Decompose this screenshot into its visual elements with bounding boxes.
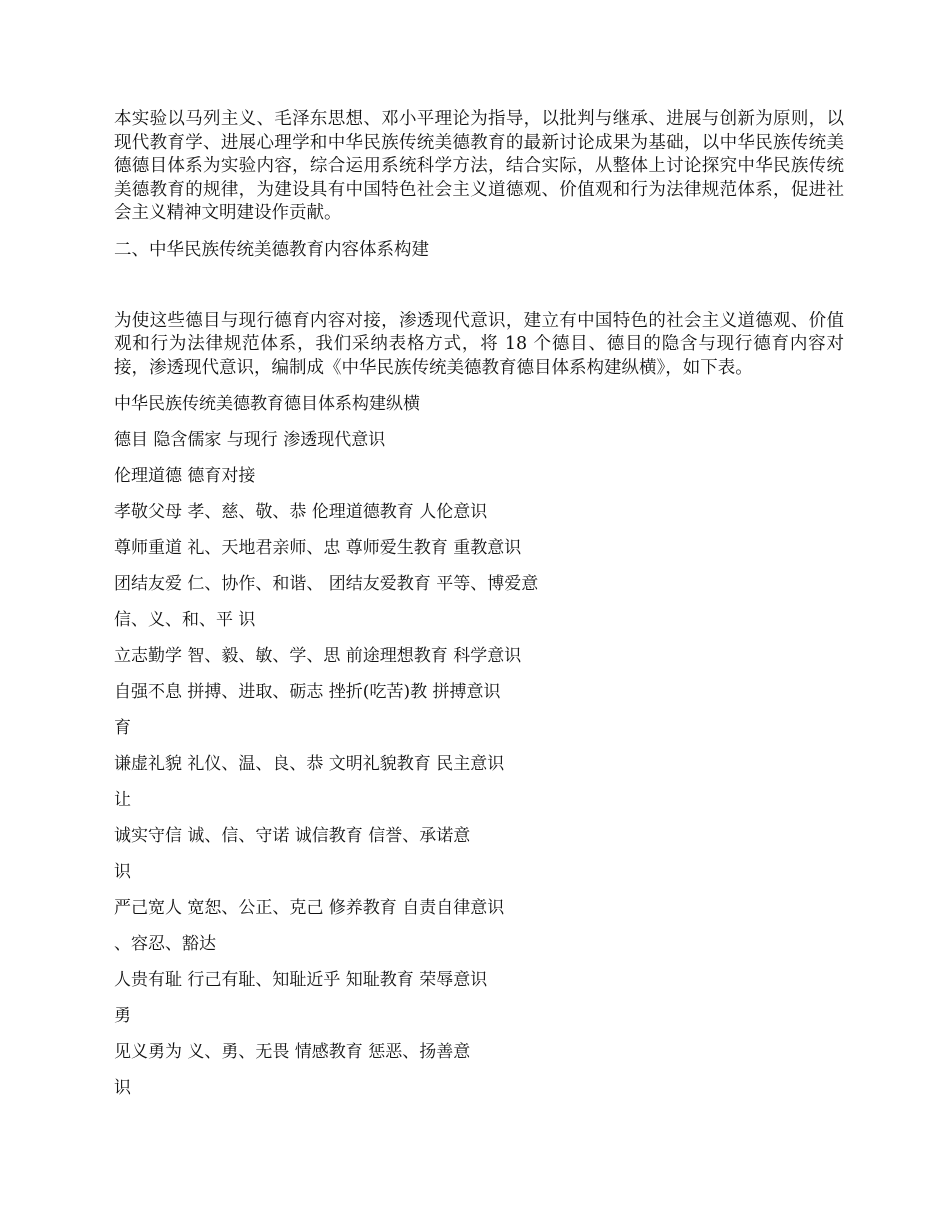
table-line: 、容忍、豁达 (114, 934, 216, 954)
table-line: 识 (114, 1078, 131, 1098)
table-lines (114, 428, 844, 1100)
table-line: 识 (114, 862, 131, 882)
table-line: 自强不息 拼搏、进取、砺志 挫折(吃苦)教 拼搏意识 (114, 682, 501, 702)
table-line: 孝敬父母 孝、慈、敬、恭 伦理道德教育 人伦意识 (114, 502, 488, 522)
table-line: 尊师重道 礼、天地君亲师、忠 尊师爱生教育 重教意识 (114, 538, 522, 558)
table-line: 谦虚礼貌 礼仪、温、良、恭 文明礼貌教育 民主意识 (114, 754, 505, 774)
table-line: 让 (114, 790, 131, 810)
table-line: 见义勇为 义、勇、无畏 情感教育 惩恶、扬善意 (114, 1042, 471, 1062)
table-line: 信、义、和、平 识 (114, 610, 256, 630)
document-page (114, 108, 844, 1100)
table-line: 人贵有耻 行己有耻、知耻近乎 知耻教育 荣辱意识 (114, 970, 488, 990)
table-line: 伦理道德 德育对接 (114, 466, 256, 486)
table-line: 育 (114, 718, 131, 738)
table-title: 中华民族传统美德教育德目体系构建纵横 (114, 394, 420, 414)
intro-paragraph: 本实验以马列主义、毛泽东思想、邓小平理论为指导，以批判与继承、进展与创新为原则，以现代教育学、进展心理学和中华民族传统美德教育的最新讨论成果为基础，以中华民族传统美德德目体系为实验内容，综合运用系统科学方法，结合实际，从整体上讨论探究中华民族传统美德教育的规律，为建设具有中国特色社会主义道德观、价值观和行为法律规范体系，促进社会主义精神文明建设作贡献。 (114, 109, 844, 223)
table-line: 诚实守信 诚、信、守诺 诚信教育 信誉、承诺意 (114, 826, 471, 846)
body-paragraph: 为使这些德目与现行德育内容对接，渗透现代意识，建立有中国特色的社会主义道德观、价值观和行为法律规范体系，我们采纳表格方式，将 18 个德目、德目的隐含与现行德育内容对接，渗透现代意识，编制成《中华民族传统美德教育德目体系构建纵横》，如下表。 (114, 310, 844, 378)
table-line: 德目 隐含儒家 与现行 渗透现代意识 (114, 430, 386, 450)
section-heading: 二、中华民族传统美德教育内容体系构建 (114, 239, 429, 260)
table-line: 立志勤学 智、毅、敏、学、思 前途理想教育 科学意识 (114, 646, 522, 666)
table-line: 勇 (114, 1006, 131, 1026)
table-line: 严己宽人 宽恕、公正、克己 修养教育 自责自律意识 (114, 898, 505, 918)
table-line: 团结友爱 仁、协作、和谐、 团结友爱教育 平等、博爱意 (114, 574, 539, 594)
